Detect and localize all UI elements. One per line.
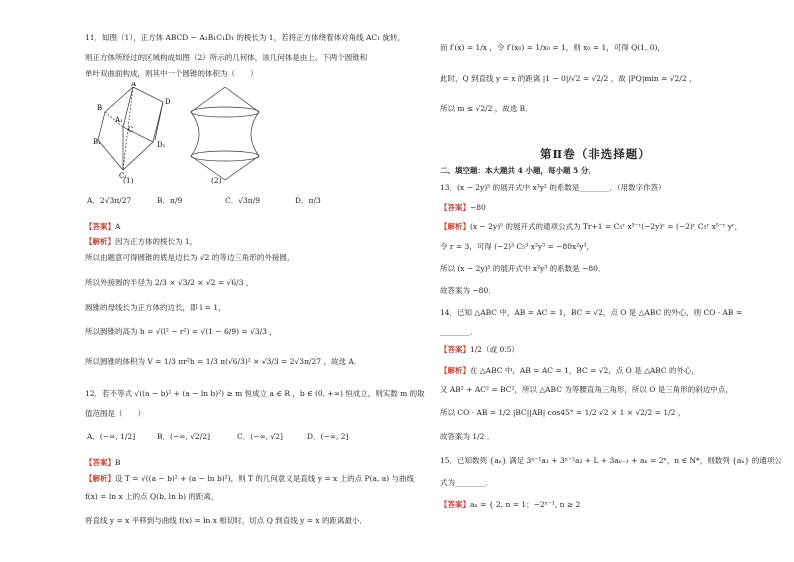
analysis-tag: 【解析】: [85, 237, 115, 246]
q12-line1: 12．若不等式 √((a − b)² + (a − ln b)²) ≥ m 恒成立 a ∈ R ，b ∈ (0, +∞) 恒成立，则实数 m 的取: [85, 389, 425, 398]
label-C1: C₁: [119, 172, 128, 180]
answer-tag: 【答案】: [440, 345, 470, 354]
label-D: D: [165, 98, 171, 106]
q13-analysis-4: 故答案为 −80．: [440, 286, 496, 295]
q15-line1: 15．已知数列 {aₙ} 满足 3ⁿ⁻¹a₁ + 3ⁿ⁻²a₂ + L + 3aₙ₋₁ + aₙ = 2ⁿ，n ∈ N*，则数列 {aₙ} 的通项公: [440, 456, 782, 465]
cube-figure: [93, 82, 183, 182]
q11-analysis-2: 所以由题意可得圆锥的底是边长为 √2 的等边三角形的外接圆，: [85, 253, 295, 262]
q12-analysis-4: 而 f′(x) = 1/x ，令 f′(x₀) = 1/x₀ = 1，则 x₀ = 1，可得 Q(1, 0)，: [440, 43, 665, 52]
q11-analysis-5: 所以圆锥的高为 h = √(l² − r²) = √(1 − 6/9) = √3/3 ，: [85, 327, 277, 336]
rotation-solid-figure: [185, 84, 265, 184]
q14-line1: 14．已知 △ABC 中，AB = AC = 1，BC = √2，点 O 是 △ABC 的外心，则 CO · AB =: [440, 308, 743, 317]
fig2-caption: (2): [211, 176, 222, 185]
q14-analysis-4: 故答案为 1/2 ．: [440, 432, 495, 441]
q11-line3: 单叶双曲面构成，则其中一个圆锥的体积为（ ）: [85, 69, 258, 78]
q13-question: 13．(x − 2y)⁵ 的展开式中 x³y² 的系数是________．（用数字作答）: [440, 183, 666, 192]
analysis-tag: 【解析】: [440, 222, 470, 231]
q11-option-d: D．π/3: [295, 196, 321, 205]
q13-answer: [440, 203, 486, 212]
q14-analysis-3: 所以 CO · AB = 1/2 |BC||AB| cos45° = 1/2 √2 × 1 × √2/2 = 1/2 ，: [440, 408, 686, 417]
q15-answer: [440, 500, 580, 509]
q11-line2: 则正方体所经过的区域构成如图（2）所示的几何体，该几何体是由上、下两个圆锥和: [85, 53, 368, 62]
q13-analysis-2: 令 r = 3，可得 (−2)³ C₅³ x²y³ = −80x²y³，: [440, 242, 594, 251]
q14-analysis-2: 又 AB² + AC² = BC²，所以 △ABC 为等腰直角三角形，所以 O 是三角形的斜边中点，: [440, 385, 733, 394]
q11-option-c: C．√3π/9: [225, 196, 261, 205]
q12-option-b: B．(−∞, √2/2]: [157, 432, 211, 441]
analysis-text: 因为正方体的棱长为 1，: [115, 237, 198, 246]
q12-option-a: A．(−∞, 1/2]: [87, 432, 136, 441]
q14-answer: [440, 345, 519, 354]
q11-analysis-1: [85, 237, 197, 246]
analysis-tag: 【解析】: [85, 474, 115, 483]
label-A1: A₁: [115, 116, 123, 124]
q11-option-b: B．π/9: [157, 196, 183, 205]
q12-answer: [85, 458, 121, 467]
answer-value: 1/2（或 0.5）: [470, 345, 519, 354]
q15-line2: 式为________．: [440, 478, 493, 487]
q12-analysis-1: [85, 474, 414, 483]
q11-line1: 11．如图（1），正方体 ABCD − A₁B₁C₁D₁ 的棱长为 1，若将正方体绕着体对角线 AC₁ 旋转，: [85, 33, 405, 42]
label-B: B: [97, 104, 103, 112]
label-B1: B₁: [93, 138, 101, 146]
section-title: 第Ⅱ卷（非选择题）: [540, 147, 651, 161]
answer-value: B: [115, 458, 121, 467]
analysis-text: 在 △ABC 中，AB = AC = 1，BC = √2，点 O 是 △ABC 的外心，: [470, 366, 700, 375]
q12-analysis-5: 此时，Q 到直线 y = x 的距离 |1 − 0|/√2 = √2/2 ，故 |PQ|min = √2/2 ，: [440, 74, 697, 83]
part-heading: 二、填空题：本大题共 4 小题，每小题 5 分．: [440, 166, 596, 175]
q12-option-d: D．(−∞, 2]: [307, 432, 349, 441]
fig1-caption: (1): [123, 176, 134, 185]
label-C: C: [128, 126, 134, 134]
answer-value: A: [115, 222, 121, 231]
analysis-text: (x − 2y)⁵ 的展开式的通项公式为 Tr+1 = C₅ʳ x⁵⁻ʳ(−2y)ʳ = (−2)ʳ C₅ʳ x⁵⁻ʳ yʳ，: [470, 222, 743, 231]
answer-tag: 【答案】: [440, 500, 470, 509]
q13-analysis-1: [440, 222, 742, 231]
answer-tag: 【答案】: [85, 458, 115, 467]
answer-tag: 【答案】: [440, 203, 470, 212]
q11-analysis-3: 所以外接圆的半径为 2/3 × √3/2 × √2 = √6/3 ，: [85, 278, 254, 287]
label-D1: D₁: [157, 141, 166, 149]
q11-analysis-4: 圆锥的母线长为正方体的边长，即 l = 1，: [85, 303, 226, 312]
answer-value: aₙ = { 2, n = 1；−2ⁿ⁻¹, n ≥ 2: [470, 500, 581, 509]
label-A: A: [131, 82, 137, 88]
q11-analysis-6: 所以圆锥的体积为 V = 1/3 πr²h = 1/3 π(√6/3)² × √3/3 = 2√3π/27 ，故选 A．: [85, 357, 362, 366]
analysis-tag: 【解析】: [440, 366, 470, 375]
q12-analysis-6: 所以 m ≤ √2/2 ，故选 B．: [440, 104, 533, 113]
analysis-text: 设 T = √((a − b)² + (a − ln b)²)，则 T 的几何意义是直线 y = x 上的点 P(a, a) 与曲线: [115, 474, 415, 483]
q13-analysis-3: 所以 (x − 2y)⁵ 的展开式中 x²y³ 的系数是 −80．: [440, 264, 606, 273]
answer-tag: 【答案】: [85, 222, 115, 231]
q14-analysis-1: [440, 366, 699, 375]
q12-analysis-2: f(x) = ln x 上的点 Q(b, ln b) 的距离，: [85, 492, 219, 501]
q12-line2: 值范围是（ ）: [85, 409, 145, 418]
answer-value: −80: [470, 203, 486, 212]
q14-line2: ________．: [440, 327, 478, 336]
q12-option-c: C．(−∞, √2]: [237, 432, 283, 441]
q11-answer: [85, 222, 120, 231]
q12-analysis-3: 将直线 y = x 平移到与曲线 f(x) = ln x 相切时，切点 Q 到直线 y = x 的距离最小．: [85, 516, 368, 525]
q11-option-a: A．2√3π/27: [87, 196, 132, 205]
